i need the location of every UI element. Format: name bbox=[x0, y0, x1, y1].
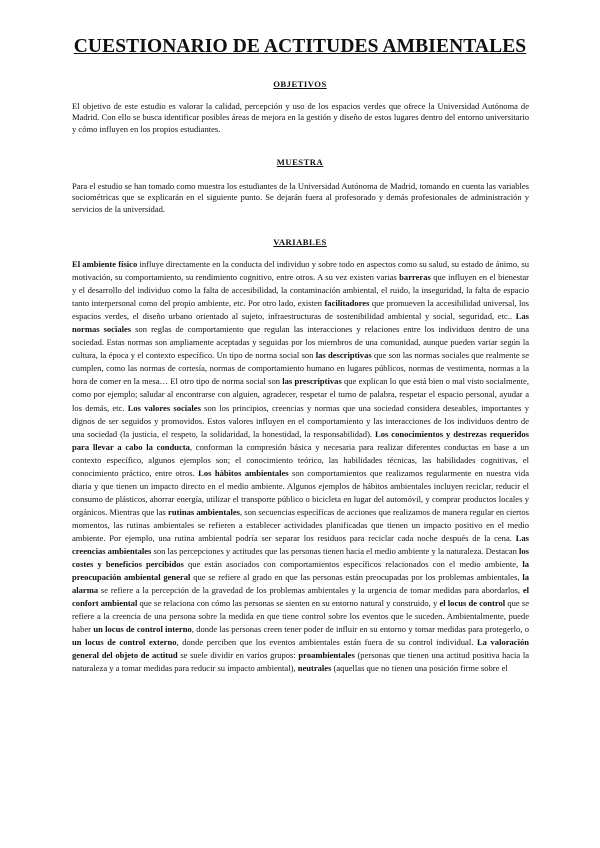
variable-term: Los valores sociales bbox=[127, 402, 201, 413]
variable-term: neutrales bbox=[297, 663, 332, 674]
variable-text: (aquellas que no tienen una posición firme sobre el bbox=[331, 663, 508, 674]
variable-term: Las creencias ambientales bbox=[72, 532, 529, 557]
variable-term: Los conocimientos y destrezas requeridos para llevar a cabo la conducta bbox=[72, 428, 529, 452]
variable-text: se refiere a la percepción de la gravedad de los problemas ambientales y la urgencia de tomar medidas para abordarlos, bbox=[98, 585, 523, 596]
variable-term: rutinas ambientales bbox=[168, 506, 241, 517]
muestra-paragraph: Para el estudio se han tomado como muestra los estudiantes de la Universidad Autónoma de Madrid, tomando en cuenta las variables sociométricas que se explicarán en el siguiente punto. Se dejarán fuera al profesorado y demás profesionales de administración y servicios de la universidad. bbox=[72, 181, 529, 214]
variables-paragraph bbox=[72, 258, 529, 676]
variable-text: se suele dividir en varios grupos: bbox=[177, 650, 299, 661]
variable-text: que se relaciona con cómo las personas se sienten en su entorno natural y construido, y bbox=[137, 598, 440, 609]
variable-text: , conforman la compresión básica y necesaria para realizar diferentes conductas en base a un contexto específico, algunos ejemplos son; el conocimiento teórico, las habilidades técnicas, las habilidades cognitivas, el conocimiento práctico, entre otros. bbox=[72, 441, 529, 478]
document-title: CUESTIONARIO DE ACTITUDES AMBIENTALES bbox=[73, 36, 527, 57]
variable-term: barreras bbox=[399, 272, 431, 283]
variable-term: El ambiente físico bbox=[72, 259, 138, 269]
variable-term: la alarma bbox=[72, 572, 530, 596]
variable-text: que se refiere al grado en que las personas están preocupadas por los problemas ambientales, bbox=[190, 572, 523, 583]
variable-text: , donde perciben que los eventos ambientales están fuera de su control individual. bbox=[176, 637, 477, 648]
variable-text: que se refiere a la creencia de una persona sobre la medida en que tiene control sobre los eventos que le suceden. Ambientalmente, puede haber bbox=[72, 598, 530, 635]
variable-term: un locus de control externo bbox=[72, 637, 177, 648]
variable-text: son las percepciones y actitudes que las personas tienen hacia el medio ambiente y la naturaleza. Destacan bbox=[151, 546, 520, 557]
variable-text: que son las normas sociales que realmente se cumplen, como las normas de cortesía, normas de comportamiento humano en lugares públicos, normas de vestimenta, normas a la hora de comer en la mesa… El otro tipo de norma social son bbox=[72, 350, 530, 387]
variable-text: (personas que tienen una actitud positiva hacia la naturaleza y a tomar medidas para reducir su impacto ambiental), bbox=[72, 650, 529, 674]
variable-text: que promueven la accesibilidad universal, los espacios verdes, el diseño urbano orientado al sujeto, infraestructuras de sostenibilidad ambiental y social, seguridad, etc.. bbox=[72, 298, 529, 322]
variable-text: que explican lo que está bien o mal visto socialmente, como por ejemplo; saludar al encontrarse con alguien, agradecer, respetar el turno de palabra, respetar el espacio personal, ayudar a los demás, etc. bbox=[72, 376, 529, 413]
variable-term: el confort ambiental bbox=[72, 585, 529, 609]
variable-text: son los principios, creencias y normas que una sociedad considera deseables, importantes y dignos de ser seguidos y promovidos. Estos valores influyen en el comportamiento y las interacciones de los individuos dentro de una sociedad (la justicia, el respeto, la solidaridad, la honestidad, la responsabilidad). bbox=[72, 402, 529, 439]
section-heading-objetivos: OBJETIVOS bbox=[273, 79, 327, 89]
variable-term: Los hábitos ambientales bbox=[198, 467, 289, 478]
variable-text: son comportamientos que realizamos regularmente en nuestra vida diaria y que tienen un impacto directo en el medio ambiente. Algunos ejemplos de hábitos ambientales incluyen reciclar, reducir el consumo de plásticos, ahorrar energía, utilizar el transporte público o bicicleta en lugar del automóvil, y comprar productos locales y orgánicos. Mientras que las bbox=[72, 467, 530, 517]
variable-term: Las normas sociales bbox=[72, 311, 529, 335]
variable-term: La valoración general del objeto de actitud bbox=[72, 637, 529, 661]
variable-text: son reglas de comportamiento que regulan las interacciones y relaciones entre los individuos dentro de una sociedad. Estas normas son ampliamente aceptadas y seguidas por los miembros de una comunidad, aunque pueden variar según la cultura, la época y el contexto específico. Un tipo de norma social son bbox=[72, 324, 529, 361]
variable-term: las prescriptivas bbox=[282, 376, 342, 387]
variable-text: influye directamente en la conducta del individuo y sobre todo en aspectos como su salud, su estado de ánimo, su motivación, su comportamiento, su rendimiento cognitivo, entre otros. A su vez existen varias bbox=[72, 259, 529, 283]
section-heading-muestra: MUESTRA bbox=[276, 157, 324, 167]
variable-text: que están asociados con comportamientos específicos relacionados con el medio ambiente, bbox=[183, 559, 523, 570]
variable-term: la preocupación ambiental general bbox=[72, 559, 529, 583]
section-heading-variables: VARIABLES bbox=[273, 237, 327, 247]
variable-term: proambientales bbox=[298, 650, 355, 661]
variable-term: los costes y beneficios percibidos bbox=[72, 546, 530, 570]
variable-text: , donde las personas creen tener poder de influir en su entorno y tomar medidas para protegerlo, o bbox=[191, 624, 529, 635]
variable-term: las descriptivas bbox=[315, 350, 372, 361]
variable-term: el locus de control bbox=[439, 598, 506, 609]
variable-term: un locus de control interno bbox=[93, 624, 192, 635]
objetivos-paragraph: El objetivo de este estudio es valorar la calidad, percepción y uso de los espacios verdes que ofrece la Universidad Autónoma de Madrid. Con ello se busca identificar posibles áreas de mejora en la gestión y diseño de estos lugares dentro del entorno universitario y cómo influyen en los propios estudiantes. bbox=[72, 101, 529, 134]
variable-text: que influyen en el bienestar y el desarrollo del individuo como la falta de accesibilidad, la contaminación ambiental, el ruido, la inseguridad, la falta de espacio tanto interpersonal como del propio ambiente, etc. Por otro lado, existen bbox=[72, 272, 529, 309]
variable-text: , son secuencias específicas de acciones que realizamos de manera regular en ciertos momentos, las rutinas ambientales se refieren a establecer actividades planificadas que tienen un impacto positivo en el medio ambiente. Por ejemplo, una rutina ambiental podría ser separar los residuos para reciclar cada noche después de la cena. bbox=[72, 506, 529, 543]
variable-term: facilitadores bbox=[324, 298, 370, 309]
